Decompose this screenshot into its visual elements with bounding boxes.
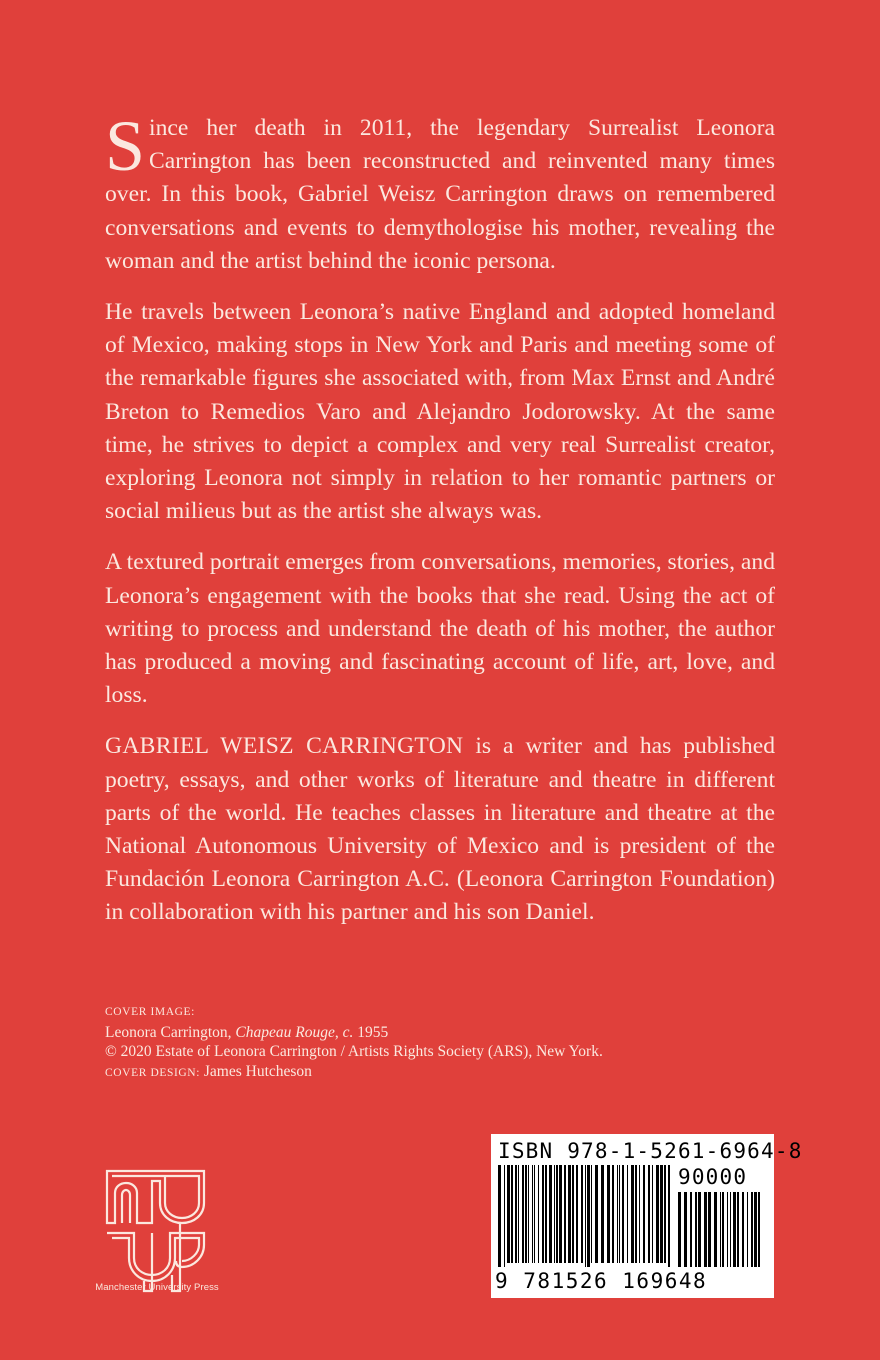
addon-barcode-bars bbox=[678, 1192, 766, 1267]
blurb-paragraph-2: He travels between Leonora’s native England and adopted homeland of Mexico, making stops in New York and Paris and meeting some of the remarkable figures she associated with, from Max Ernst and André Breton to Remedios Varo and Alejandro Jodorowsky. At the same time, he strives to depict a complex and very real Surrealist creator, exploring Leonora not simply in relation to her romantic partners or social milieus but as the artist she always was. bbox=[105, 299, 775, 525]
barcode-bar bbox=[538, 1165, 539, 1263]
barcode-bar bbox=[660, 1165, 663, 1263]
barcode-bar bbox=[515, 1165, 517, 1263]
cover-design-credit bbox=[105, 1062, 755, 1084]
barcode-bar bbox=[639, 1165, 640, 1263]
barcode-bar bbox=[545, 1165, 547, 1263]
copyright-line: © 2020 Estate of Leonora Carrington / Artists Rights Society (ARS), New York. bbox=[105, 1043, 603, 1060]
barcode-bar bbox=[585, 1165, 586, 1267]
barcode-bar bbox=[612, 1165, 614, 1263]
designer-name: James Hutcheson bbox=[200, 1062, 312, 1080]
barcode-bar bbox=[504, 1165, 505, 1267]
barcode-bar bbox=[498, 1165, 501, 1267]
barcode-bar bbox=[684, 1192, 687, 1267]
barcode-bar bbox=[581, 1165, 583, 1263]
barcode-bar bbox=[607, 1165, 610, 1263]
barcode-bar bbox=[635, 1165, 637, 1263]
barcode-bar bbox=[591, 1165, 592, 1263]
barcode-bar bbox=[617, 1165, 618, 1263]
barcode-bar bbox=[714, 1192, 717, 1267]
barcode-bar bbox=[568, 1165, 571, 1263]
price-code: 90000 bbox=[678, 1165, 748, 1189]
barcode-bar bbox=[549, 1165, 552, 1263]
barcode-bar bbox=[758, 1192, 760, 1267]
barcode-bar bbox=[627, 1165, 628, 1263]
isbn-barcode bbox=[491, 1134, 803, 1298]
barcode-bar bbox=[622, 1165, 624, 1263]
separator: , bbox=[334, 1023, 343, 1041]
barcode-bar bbox=[754, 1192, 757, 1267]
barcode-bar bbox=[518, 1165, 519, 1263]
cover-image-credit bbox=[105, 1023, 755, 1043]
blurb-paragraph-1-text: ince her death in 2011, the legendary Surrealist Leonora Carrington has been reconstructed and reinvented many times over. In this book, Gabriel Weisz Carrington draws on remembered conversations and events to demythologise his mother, revealing the woman and the artist behind the iconic persona. bbox=[105, 115, 775, 274]
circa: c. bbox=[342, 1023, 354, 1041]
ean-digits: 9 781526 169648 bbox=[495, 1269, 708, 1293]
barcode-bar bbox=[528, 1165, 529, 1263]
blurb-paragraph-3: A textured portrait emerges from conversations, memories, stories, and Leonora’s engagement with the books that she read. Using the act of writing to process and understand the death of his mother, the author has produced a moving and fascinating account of life, art, love, and loss. bbox=[105, 549, 775, 709]
barcode-bar bbox=[559, 1165, 562, 1263]
barcode-bar bbox=[564, 1165, 566, 1263]
barcode-bar bbox=[727, 1192, 728, 1267]
isbn-text: ISBN 978-1-5261-6964-8 bbox=[498, 1139, 803, 1163]
barcode-bar bbox=[733, 1192, 736, 1267]
author-name: GABRIEL WEISZ CARRINGTON bbox=[105, 733, 464, 760]
barcode-bar bbox=[595, 1165, 598, 1263]
barcode-bar bbox=[556, 1165, 558, 1263]
blurb-paragraph-1 bbox=[105, 106, 775, 278]
barcode-bar bbox=[695, 1192, 697, 1267]
artist-name: Leonora Carrington, bbox=[105, 1023, 236, 1041]
barcode-bar bbox=[668, 1165, 670, 1267]
artwork-year: 1955 bbox=[353, 1023, 389, 1041]
author-bio-text: is a writer and has published poetry, essays, and other works of literature and theatre in different parts of the world. He teaches classes in literature and theatre at the National Autonomous University of Mexico and is president of the Fundación Leonora Carrington A.C. (Leonora Carrington Foundation) in collaboration with his partner and his son Daniel. bbox=[105, 733, 775, 926]
barcode-bar bbox=[742, 1192, 744, 1267]
cover-credits bbox=[105, 1003, 755, 1083]
barcode-bar bbox=[554, 1165, 555, 1263]
barcode-bars bbox=[498, 1165, 673, 1267]
barcode-bar bbox=[572, 1165, 574, 1263]
barcode-bar bbox=[704, 1192, 707, 1267]
barcode-bar bbox=[507, 1165, 510, 1263]
barcode-bar bbox=[722, 1192, 724, 1267]
barcode-bar bbox=[532, 1165, 533, 1263]
cover-design-label: COVER DESIGN: bbox=[105, 1066, 201, 1079]
drop-cap: S bbox=[105, 106, 146, 186]
barcode-bar bbox=[652, 1165, 653, 1263]
barcode-bar bbox=[601, 1165, 604, 1263]
barcode-bar bbox=[631, 1165, 634, 1263]
cover-image-label: COVER IMAGE: bbox=[105, 1006, 195, 1018]
barcode-bar bbox=[747, 1192, 748, 1267]
artwork-title: Chapeau Rouge bbox=[235, 1023, 335, 1041]
barcode-bar bbox=[619, 1165, 620, 1263]
barcode-bar bbox=[542, 1165, 544, 1263]
barcode-bar bbox=[534, 1165, 535, 1263]
barcode-bar bbox=[698, 1192, 701, 1267]
barcode-bar bbox=[730, 1192, 731, 1267]
barcode-bar bbox=[656, 1165, 659, 1263]
barcode-bar bbox=[511, 1165, 513, 1263]
author-bio bbox=[105, 730, 775, 929]
publisher-logo-icon bbox=[92, 1163, 222, 1298]
barcode-bar bbox=[522, 1165, 524, 1263]
barcode-bar bbox=[751, 1192, 753, 1267]
barcode-bar bbox=[643, 1165, 645, 1263]
barcode-bar bbox=[525, 1165, 527, 1263]
barcode-bar bbox=[648, 1165, 650, 1263]
barcode-bar bbox=[708, 1192, 711, 1267]
barcode-bar bbox=[690, 1192, 692, 1267]
barcode-bar bbox=[664, 1165, 666, 1263]
barcode-bar bbox=[576, 1165, 578, 1263]
barcode-bar bbox=[678, 1192, 681, 1267]
blurb bbox=[105, 106, 775, 948]
publisher-name: Manchester University Press bbox=[95, 1282, 219, 1293]
barcode-bar bbox=[720, 1192, 721, 1267]
barcode-bar bbox=[737, 1192, 739, 1267]
barcode-bar bbox=[587, 1165, 590, 1267]
